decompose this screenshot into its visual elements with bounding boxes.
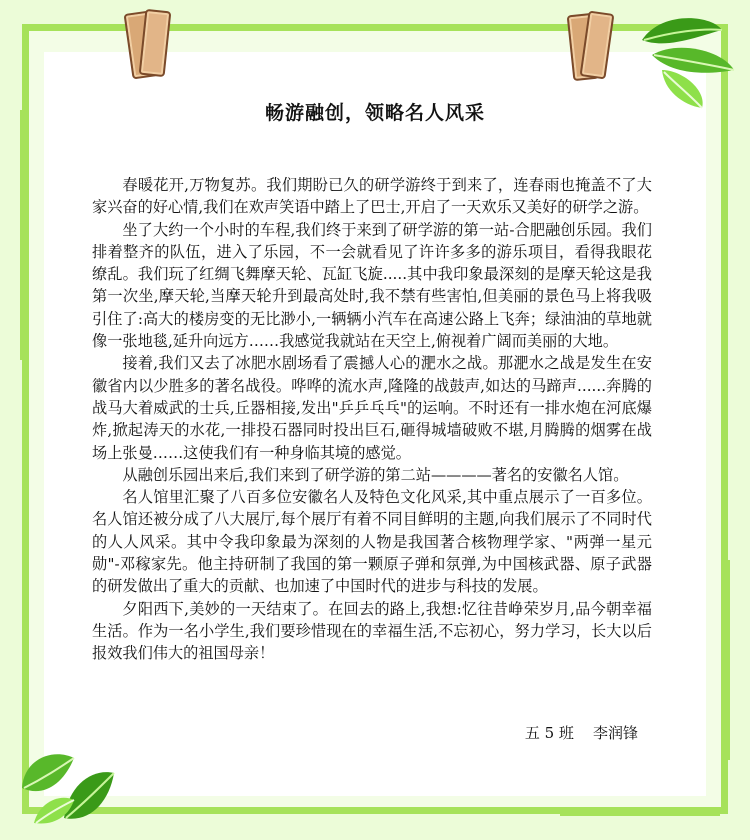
frame-accent-line-bottom — [560, 812, 720, 816]
frame-accent-line-left — [20, 110, 24, 360]
leaf-cluster-icon — [14, 728, 124, 828]
page-title: 畅游融创，领略名人风采 — [264, 102, 485, 124]
paragraph: 春暖花开,万物复苏。我们期盼已久的研学游终于到来了，连春雨也掩盖不了大家兴奋的好心情,我们在欢声笑语中踏上了巴士,开启了一天欢乐又美好的研学之游。 — [92, 176, 652, 217]
paragraph: 从融创乐园出来后,我们来到了研学游的第二站————著名的安徽名人馆。 — [122, 465, 629, 484]
paragraph: 坐了大约一个小时的车程,我们终于来到了研学游的第一站-合肥融创乐园。我们排着整齐的队伍，进入了乐园，不一会就看见了许许多多的游乐项目，看得我眼花缭乱。我们玩了红绸飞舞摩天轮、瓦缸飞旋.....其中我印象最深刻的是摩天轮这是我第一次坐,摩天轮,当摩天轮升到最高处时,我不禁有些害怕,但美丽的景色马上将我吸引住了:高大的楼房变的无比渺小,一辆辆小汽车在高速公路上飞奔；绿油油的草地就像一张地毯,延升向远方……我感觉我就站在天空上,俯视着广阔而美丽的大地。 — [92, 220, 652, 351]
leaf-cluster-icon — [622, 10, 740, 110]
paragraph: 名人馆里汇聚了八百多位安徽名人及特色文化风采,其中重点展示了一百多位。名人馆还被分成了八大展厅,每个展厅有着不同目鲜明的主题,向我们展示了不同时代的人人风采。其中令我印象最为深刻的人物是我国著合核物理学家、"两弹一星元勋"-邓稼家先。他主持研制了我国的第一颗原子弹和氛弹,为中国核武器、原子武器的研发做出了重大的贡献、也加速了中国时代的进步与科技的发展。 — [92, 488, 652, 596]
paragraph: 接着,我们又去了冰肥水剧场看了震撼人心的淝水之战。那淝水之战是发生在安徽省内以少胜多的著名战役。哗哗的流水声,隆隆的战鼓声,如达的马蹄声......奔腾的战马大着威武的士兵,丘器相接,发出"乒乒乓乓"的运响。不时还有一排水炮在河底爆炸,掀起涛天的水花,一排投石器同时投出巨石,砸得城墙破败不堪,月腾腾的烟雾在战场上张曼……这使我们有一种身临其境的感觉。 — [92, 354, 652, 462]
frame-accent-line-right — [726, 560, 730, 760]
author-signature: 五 5 班 李润锋 — [524, 724, 638, 742]
article-body — [92, 174, 652, 665]
paragraph: 夕阳西下,美妙的一天结束了。在回去的路上,我想:忆往昔峥荣岁月,品今朝幸福生活。作为一名小学生,我们要珍惜现在的幸福生活,不忘初心，努力学习，长大以后报效我们伟大的祖国母亲！ — [92, 599, 652, 663]
